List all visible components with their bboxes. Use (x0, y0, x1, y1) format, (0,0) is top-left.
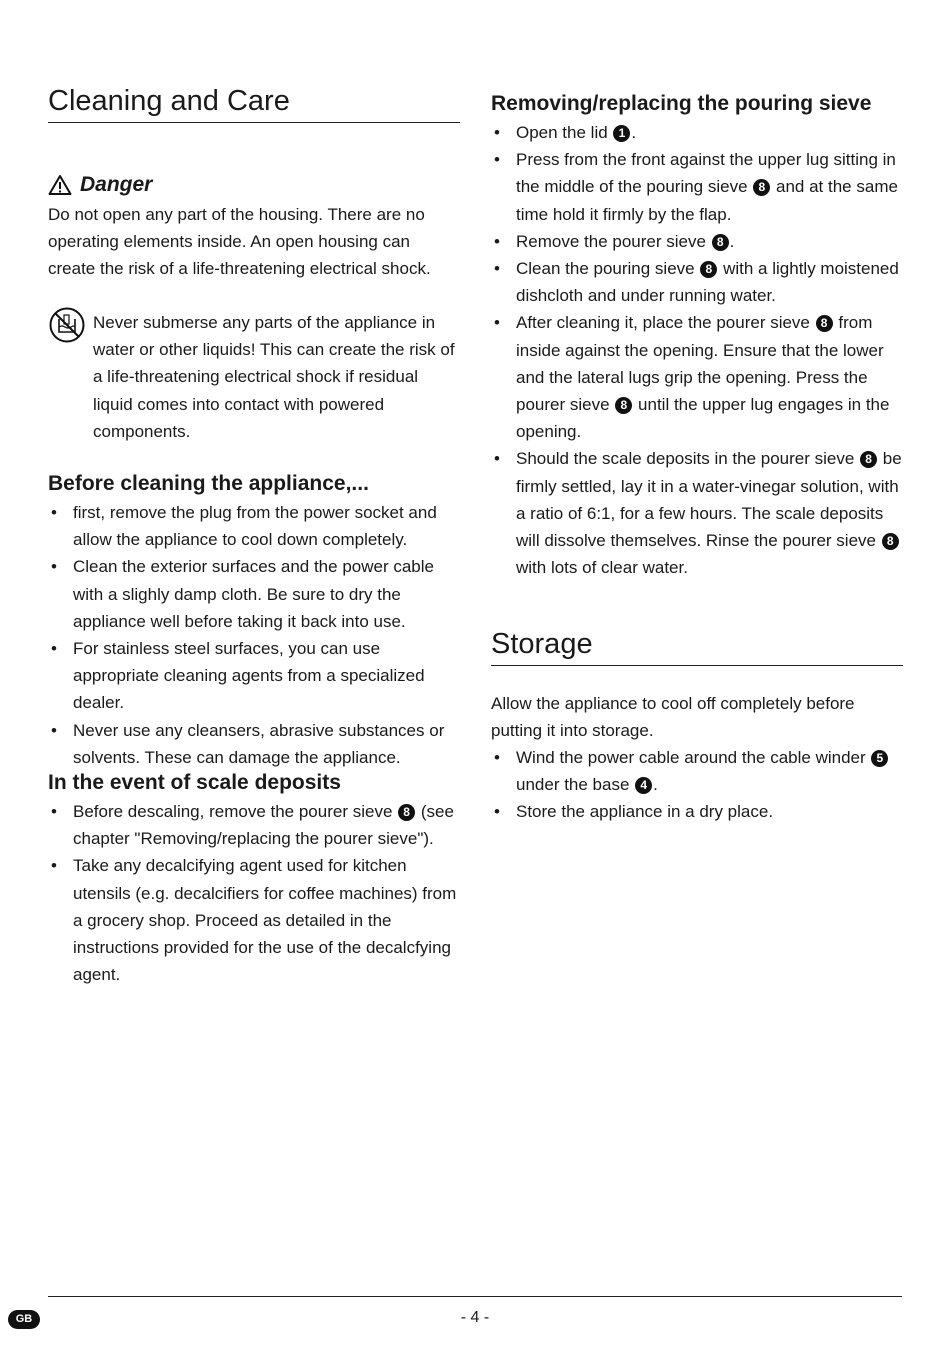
scale-deposits-list (48, 798, 460, 988)
list-item: • After cleaning it, place the pourer sieve 8 from inside against the opening. Ensure that the lower and the lateral lugs grip the opening. Press the pourer sieve 8 until the upper lug engages in the opening. (491, 309, 903, 445)
list-item: • Before descaling, remove the pourer sieve 8 (see chapter "Removing/replacing the pourer sieve"). (48, 798, 460, 852)
danger-heading-label: Danger (80, 173, 153, 196)
footer-divider (48, 1296, 902, 1297)
sieve-heading: Removing/replacing the pouring sieve (491, 92, 872, 115)
list-item: • Never use any cleansers, abrasive substances or solvents. These can damage the appliance. (48, 717, 460, 771)
before-cleaning-heading: Before cleaning the appliance,... (48, 472, 369, 495)
part-number-badge: 8 (882, 533, 899, 550)
danger-text: Do not open any part of the housing. There are no operating elements inside. An open housing can create the risk of a life-threatening electrical shock. (48, 205, 431, 279)
no-submerse-text: Never submerse any parts of the appliance in water or other liquids! This can create the risk of a life-threatening electrical shock if residual liquid comes into contact with powered components. (93, 313, 455, 441)
part-number-badge: 8 (860, 451, 877, 468)
part-number-badge: 8 (615, 397, 632, 414)
list-item: • Clean the exterior surfaces and the power cable with a slighly damp cloth. Be sure to dry the appliance well before taking it back into use. (48, 553, 460, 635)
part-number-badge: 4 (635, 777, 652, 794)
before-cleaning-list (48, 499, 460, 771)
danger-heading (48, 172, 152, 198)
list-item: • Wind the power cable around the cable winder 5 under the base 4 . (491, 744, 903, 798)
storage-list (491, 744, 903, 826)
part-number-badge: 8 (753, 179, 770, 196)
scale-deposits-heading: In the event of scale deposits (48, 771, 341, 794)
no-submerge-icon (48, 306, 86, 349)
part-number-badge: 8 (700, 261, 717, 278)
part-number-badge: 1 (613, 125, 630, 142)
list-item: • For stainless steel surfaces, you can use appropriate cleaning agents from a specialized dealer. (48, 635, 460, 717)
list-item: • Open the lid 1 . (491, 119, 903, 146)
warning-triangle-icon (48, 174, 72, 196)
section-title-cleaning: Cleaning and Care (48, 84, 460, 123)
sieve-list (491, 119, 903, 581)
list-item: • Should the scale deposits in the pourer sieve 8 be firmly settled, lay it in a water-vinegar solution, with a ratio of 6:1, for a few hours. The scale deposits will dissolve themselves. Rinse the pourer sieve 8 with lots of clear water. (491, 445, 903, 581)
part-number-badge: 8 (816, 315, 833, 332)
page-number: - 4 - (460, 1309, 490, 1326)
list-item: • Store the appliance in a dry place. (491, 798, 903, 825)
list-item: • first, remove the plug from the power socket and allow the appliance to cool down completely. (48, 499, 460, 553)
language-badge: GB (8, 1310, 40, 1329)
list-item: • Press from the front against the upper lug sitting in the middle of the pouring sieve 8 and at the same time hold it firmly by the flap. (491, 146, 903, 228)
part-number-badge: 8 (398, 804, 415, 821)
list-item: • Take any decalcifying agent used for kitchen utensils (e.g. decalcifiers for coffee machines) from a grocery shop. Proceed as detailed in the instructions provided for the use of the decalcfying agent. (48, 852, 460, 988)
section-title-storage: Storage (491, 627, 903, 666)
part-number-badge: 5 (871, 750, 888, 767)
list-item: • Remove the pourer sieve 8 . (491, 228, 903, 255)
storage-intro: Allow the appliance to cool off completely before putting it into storage. (491, 694, 855, 741)
part-number-badge: 8 (712, 234, 729, 251)
list-item: • Clean the pouring sieve 8 with a lightly moistened dishcloth and under running water. (491, 255, 903, 309)
